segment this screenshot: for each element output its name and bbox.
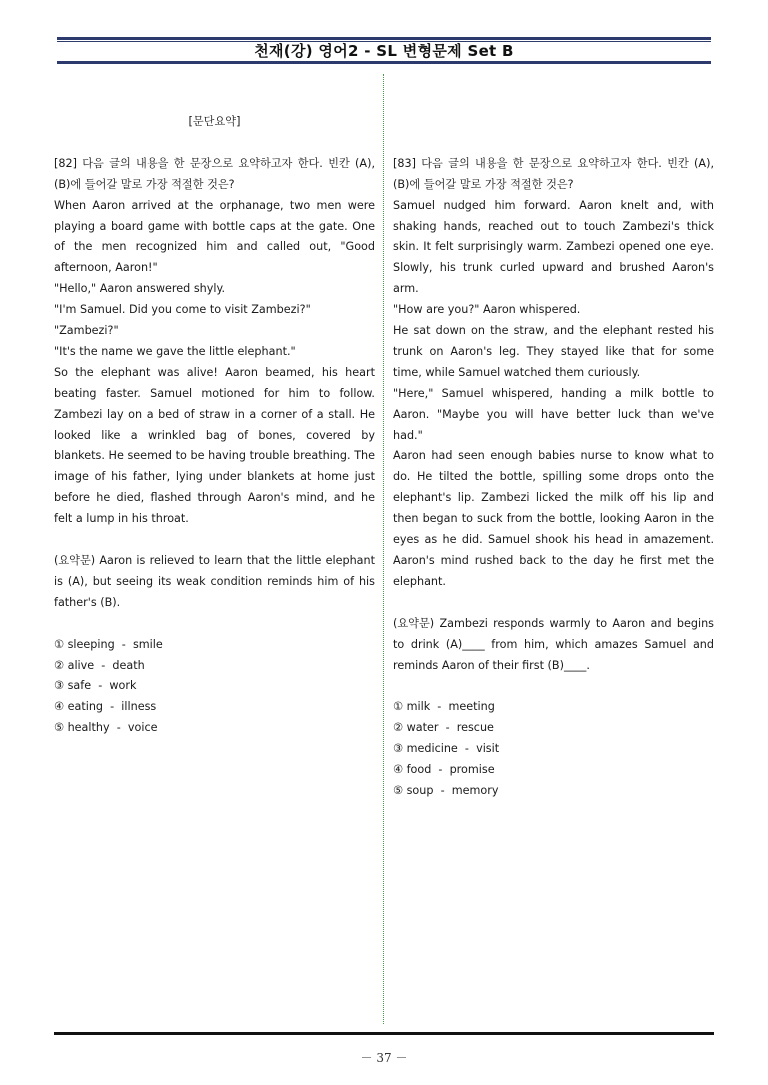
question-83-prompt: [83] 다음 글의 내용을 한 문장으로 요약하고자 한다. 빈칸 (A),(B)에 들어갈 말로 가장 적절한 것은?	[393, 156, 714, 191]
left-column	[54, 112, 375, 739]
passage-paragraph: When Aaron arrived at the orphanage, two men were playing a board game with bottle caps at the gate. One of the men recognized him and called out, "Good afternoon, Aaron!"	[54, 198, 375, 275]
answer-choice-3: ③ medicine - visit	[393, 742, 500, 756]
summary-sentence: (요약문) Aaron is relieved to learn that the little elephant is (A), but seeing its weak condition reminds him of his father's (B).	[54, 554, 375, 609]
section-title: [문단요약]	[188, 115, 241, 128]
passage-paragraph: "Zambezi?"	[54, 324, 119, 338]
answer-choice-5: ⑤ soup - memory	[393, 783, 499, 797]
answer-choice-1: ① sleeping - smile	[54, 637, 163, 651]
answer-choice-3: ③ safe - work	[54, 679, 137, 693]
answer-choice-1: ① milk - meeting	[393, 700, 495, 714]
answer-choice-2: ② water - rescue	[393, 721, 494, 735]
answer-choice-4: ④ eating - illness	[54, 700, 157, 714]
right-column	[393, 112, 714, 802]
answer-choice-2: ② alive - death	[54, 658, 145, 672]
passage-paragraph: "Here," Samuel whispered, handing a milk bottle to Aaron. "Maybe you will have better luck than we've had."	[393, 386, 714, 442]
column-divider	[383, 74, 384, 1024]
page-header	[57, 37, 711, 64]
passage-paragraph: "It's the name we gave the little elephant."	[54, 344, 296, 358]
passage-paragraph: Aaron had seen enough babies nurse to know what to do. He tilted the bottle, spilling some drops onto the elephant's lip. Zambezi licked the milk off his lip and then began to suck from the bottle, looking Aaron in the eyes as he did. Samuel shook his head in amazement. Aaron's mind rushed back to the day he first met the elephant.	[393, 449, 714, 588]
passage-paragraph: "How are you?" Aaron whispered.	[393, 303, 581, 317]
summary-sentence: (요약문) Zambezi responds warmly to Aaron and begins to drink (A)____ from him, which amazes Samuel and reminds Aaron of their first (B)____.	[393, 616, 714, 672]
passage-paragraph: "I'm Samuel. Did you come to visit Zambezi?"	[54, 303, 311, 317]
question-82-prompt: [82] 다음 글의 내용을 한 문장으로 요약하고자 한다. 빈칸 (A),(B)에 들어갈 말로 가장 적절한 것은?	[54, 156, 375, 191]
passage-paragraph: So the elephant was alive! Aaron beamed, his heart beating faster. Samuel motioned for him to follow. Zambezi lay on a bed of straw in a corner of a stall. He looked like a wrinkled bag of bones, covered by blankets. He seemed to be having trouble breathing. The image of his father, lying under blankets at home just before he died, flashed through Aaron's mind, and he felt a lump in his throat.	[54, 365, 375, 526]
passage-paragraph: "Hello," Aaron answered shyly.	[54, 282, 226, 296]
page-title: 천재(강) 영어2 - SL 변형문제 Set B	[254, 42, 514, 60]
answer-choice-4: ④ food - promise	[393, 763, 495, 777]
footer-rule	[54, 1032, 714, 1035]
passage-paragraph: He sat down on the straw, and the elephant rested his trunk on Aaron's leg. They stayed like that for some time, while Samuel watched them curiously.	[393, 324, 714, 379]
answer-choice-5: ⑤ healthy - voice	[54, 721, 158, 735]
passage-paragraph: Samuel nudged him forward. Aaron knelt and, with shaking hands, reached out to touch Zambezi's thick skin. It felt surprisingly warm. Zambezi opened one eye. Slowly, his trunk curled upward and brushed Aaron's arm.	[393, 198, 714, 296]
page-number: － 37 －	[360, 1051, 408, 1065]
